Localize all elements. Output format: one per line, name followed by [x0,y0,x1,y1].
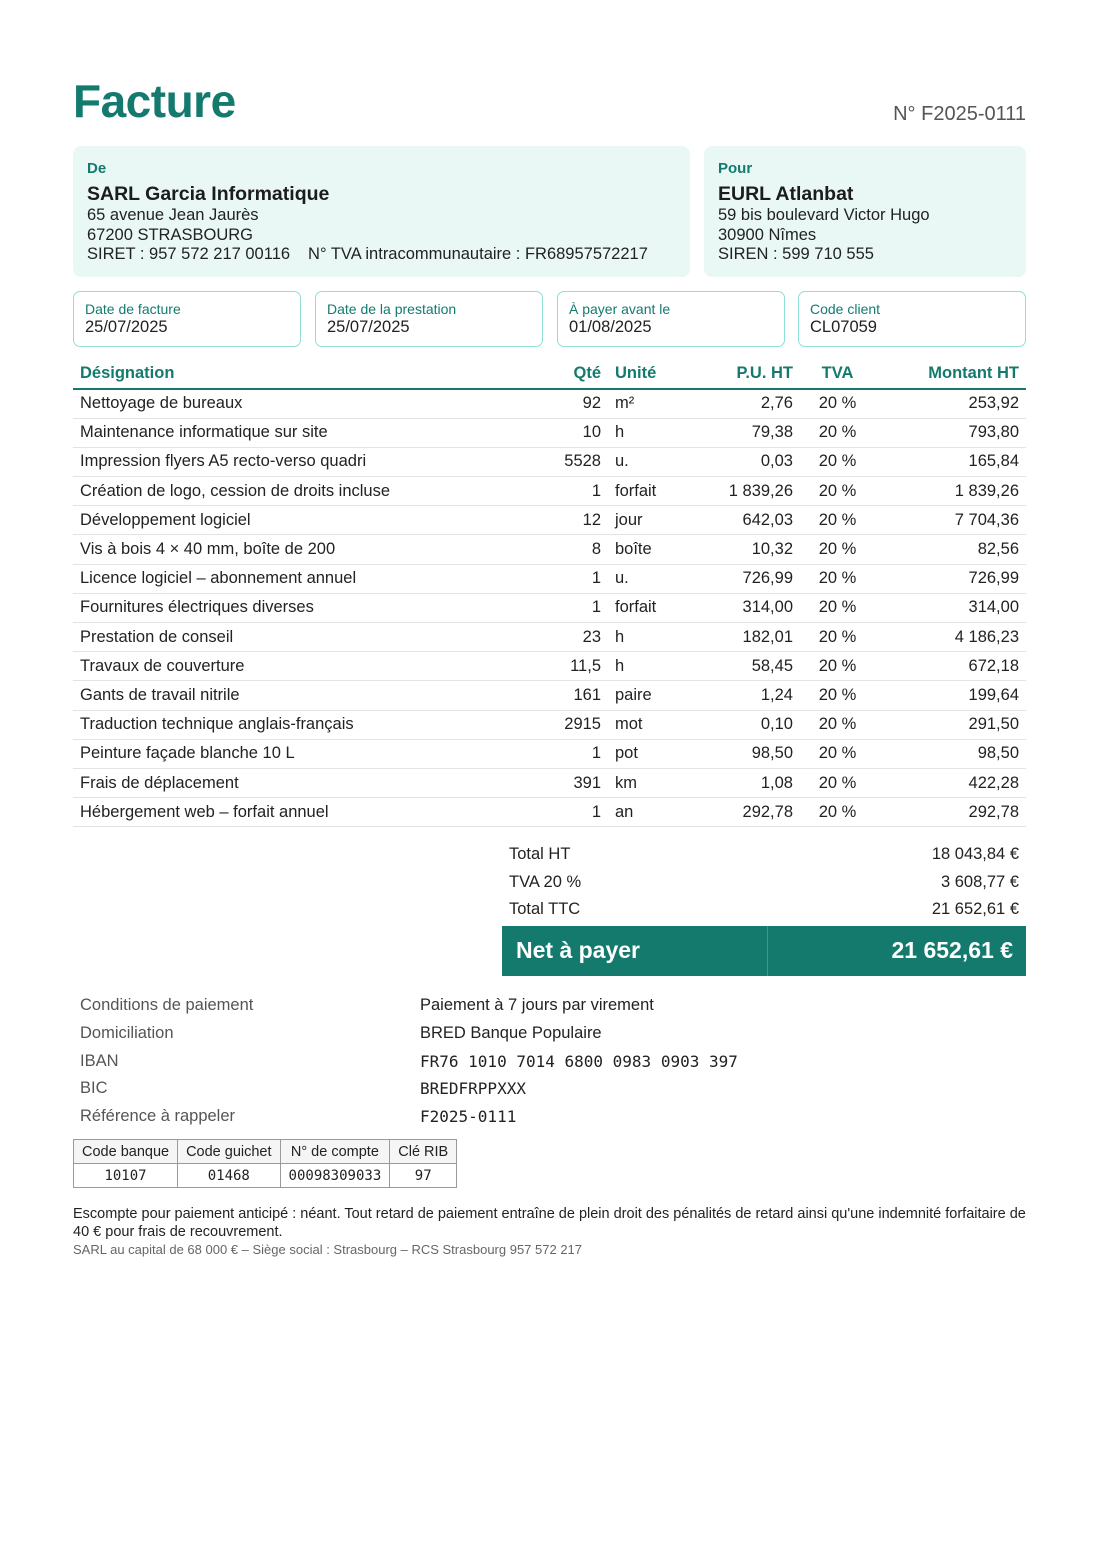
bic-value: BREDFRPPXXX [420,1079,526,1099]
cell-designation: Peinture façade blanche 10 L [73,739,549,768]
net-payable-value: 21 652,61 € [891,937,1013,963]
cell-designation: Maintenance informatique sur site [73,418,549,447]
cell-qty: 92 [549,389,608,418]
col-vat: TVA [800,359,875,389]
cell-unit: km [608,768,690,797]
cell-unit-price: 726,99 [690,564,800,593]
cell-unit-price: 1 839,26 [690,477,800,506]
buyer-address-line2: 30900 Nîmes [718,225,817,244]
rib-value-row [74,1164,457,1188]
payment-label: Domiciliation [80,1024,174,1043]
cell-qty: 1 [549,564,608,593]
cell-unit-price: 79,38 [690,418,800,447]
cell-unit: h [608,652,690,681]
cell-amount: 82,56 [875,535,1026,564]
meta-label: Code client [810,301,881,317]
payment-label: Référence à rappeler [80,1107,236,1126]
col-amount: Montant HT [875,359,1026,389]
seller-card [73,146,690,277]
cell-unit-price: 642,03 [690,506,800,535]
cell-vat: 20 % [800,798,875,827]
cell-qty: 10 [549,418,608,447]
meta-label: Date de la prestation [327,301,457,317]
cell-designation: Impression flyers A5 recto-verso quadri [73,447,549,476]
cell-unit-price: 314,00 [690,593,800,622]
invoice-number: N° F2025-0111 [893,103,1026,125]
total-vat-row [502,869,1026,897]
cell-amount: 7 704,36 [875,506,1026,535]
cell-qty: 1 [549,798,608,827]
cell-designation: Fournitures électriques diverses [73,593,549,622]
cell-designation: Nettoyage de bureaux [73,389,549,418]
total-ttc-label: Total TTC [509,900,581,919]
meta-label: Date de facture [85,301,181,317]
cell-amount: 672,18 [875,652,1026,681]
total-ttc-row [502,896,1026,924]
cell-unit-price: 182,01 [690,623,800,652]
buyer-siren: SIREN : 599 710 555 [718,245,874,263]
cell-vat: 20 % [800,389,875,418]
cell-designation: Licence logiciel – abonnement annuel [73,564,549,593]
table-body [73,389,1026,827]
table-row [73,739,1026,768]
cell-unit-price: 2,76 [690,389,800,418]
cell-amount: 165,84 [875,447,1026,476]
cell-designation: Développement logiciel [73,506,549,535]
meta-value: 25/07/2025 [85,318,168,336]
cell-unit: h [608,418,690,447]
cell-qty: 5528 [549,447,608,476]
cell-unit-price: 98,50 [690,739,800,768]
table-row [73,506,1026,535]
table-row [73,447,1026,476]
cell-vat: 20 % [800,623,875,652]
invoice-page [73,0,1026,1257]
reference-value: F2025-0111 [420,1107,517,1127]
cell-designation: Frais de déplacement [73,768,549,797]
cell-unit: forfait [608,477,690,506]
meta-label: À payer avant le [569,301,671,317]
total-ht-label: Total HT [509,845,571,864]
cell-vat: 20 % [800,564,875,593]
net-payable-label: Net à payer [502,926,768,976]
cell-unit: u. [608,564,690,593]
cell-qty: 23 [549,623,608,652]
cell-unit-price: 10,32 [690,535,800,564]
cell-vat: 20 % [800,739,875,768]
rib-bank-code: 10107 [74,1164,178,1188]
seller-vat-number: N° TVA intracommunautaire : FR68957572217 [308,245,648,263]
total-ht-value: 18 043,84 € [931,845,1019,864]
cell-designation: Gants de travail nitrile [73,681,549,710]
payment-row-bank [80,1020,980,1048]
table-row [73,535,1026,564]
total-vat-value: 3 608,77 € [941,872,1019,891]
cell-vat: 20 % [800,593,875,622]
payment-label: BIC [80,1079,108,1098]
cell-amount: 4 186,23 [875,623,1026,652]
cell-vat: 20 % [800,535,875,564]
col-unit: Unité [608,359,690,389]
table-row [73,418,1026,447]
cell-designation: Prestation de conseil [73,623,549,652]
cell-unit-price: 1,24 [690,681,800,710]
page-title: Facture [73,75,236,127]
cell-qty: 8 [549,535,608,564]
invoice-header [73,0,1026,140]
cell-unit-price: 0,10 [690,710,800,739]
cell-amount: 199,64 [875,681,1026,710]
buyer-label: Pour [718,160,753,177]
table-row [73,623,1026,652]
cell-designation: Vis à bois 4 × 40 mm, boîte de 200 [73,535,549,564]
cell-unit-price: 1,08 [690,768,800,797]
meta-client-code [798,291,1026,347]
cell-designation: Travaux de couverture [73,652,549,681]
col-qty: Qté [549,359,608,389]
seller-ids [87,245,676,265]
table-row [73,710,1026,739]
table-row [73,768,1026,797]
cell-amount: 314,00 [875,593,1026,622]
rib-key: 97 [390,1164,457,1188]
buyer-address-line1: 59 bis boulevard Victor Hugo [718,206,930,224]
cell-qty: 1 [549,477,608,506]
payment-row-bic [80,1075,980,1103]
seller-label: De [87,160,107,177]
total-ht-row [502,841,1026,869]
cell-unit-price: 58,45 [690,652,800,681]
meta-invoice-date [73,291,301,347]
rib-header: Code guichet [178,1140,280,1164]
cell-unit: m² [608,389,690,418]
col-unit-price: P.U. HT [690,359,800,389]
cell-vat: 20 % [800,652,875,681]
cell-amount: 726,99 [875,564,1026,593]
cell-vat: 20 % [800,768,875,797]
totals-block [502,841,1026,976]
cell-vat: 20 % [800,447,875,476]
cell-amount: 291,50 [875,710,1026,739]
cell-amount: 98,50 [875,739,1026,768]
rib-header: Clé RIB [390,1140,457,1164]
net-payable-bar [502,926,1026,976]
seller-siret: SIRET : 957 572 217 00116 [87,245,291,263]
seller-address-line2: 67200 STRASBOURG [87,225,253,244]
cell-vat: 20 % [800,710,875,739]
rib-header-row [74,1140,457,1164]
rib-account-number: 00098309033 [280,1164,390,1188]
cell-unit: h [608,623,690,652]
table-row [73,389,1026,418]
cell-qty: 1 [549,739,608,768]
meta-value: 01/08/2025 [569,318,652,336]
cell-designation: Traduction technique anglais-français [73,710,549,739]
cell-qty: 391 [549,768,608,797]
cell-qty: 12 [549,506,608,535]
cell-unit-price: 0,03 [690,447,800,476]
cell-designation: Création de logo, cession de droits incluse [73,477,549,506]
cell-vat: 20 % [800,477,875,506]
payment-value: BRED Banque Populaire [420,1024,602,1043]
table-row [73,681,1026,710]
cell-unit: boîte [608,535,690,564]
table-row [73,564,1026,593]
cell-unit: jour [608,506,690,535]
cell-qty: 11,5 [549,652,608,681]
payment-label: Conditions de paiement [80,996,254,1015]
cell-designation: Hébergement web – forfait annuel [73,798,549,827]
cell-vat: 20 % [800,506,875,535]
total-vat-label: TVA 20 % [509,872,582,891]
rib-branch-code: 01468 [178,1164,280,1188]
cell-unit: paire [608,681,690,710]
payment-row-reference [80,1103,980,1131]
cell-amount: 793,80 [875,418,1026,447]
cell-amount: 292,78 [875,798,1026,827]
seller-name: SARL Garcia Informatique [87,183,330,205]
cell-amount: 1 839,26 [875,477,1026,506]
meta-due-date [557,291,785,347]
meta-service-date [315,291,543,347]
rib-header: N° de compte [280,1140,390,1164]
company-footer: SARL au capital de 68 000 € – Siège social : Strasbourg – RCS Strasbourg 957 572 217 [73,1242,583,1257]
table-row [73,593,1026,622]
cell-unit: mot [608,710,690,739]
table-header-row [73,359,1026,389]
cell-vat: 20 % [800,681,875,710]
invoice-meta [73,291,1026,347]
total-ttc-value: 21 652,61 € [931,900,1019,919]
cell-vat: 20 % [800,418,875,447]
cell-unit: forfait [608,593,690,622]
cell-amount: 253,92 [875,389,1026,418]
iban-value: FR76 1010 7014 6800 0983 0903 397 [420,1051,738,1071]
line-items-table [73,359,1026,827]
rib-header: Code banque [74,1140,178,1164]
rib-table [73,1139,457,1188]
legal-notice: Escompte pour paiement anticipé : néant. Tout retard de paiement entraîne de plein droit des pénalités de retard ainsi qu'une indemnité forfaitaire de 40 € pour frais de recouvrement. [73,1206,1026,1240]
cell-unit: pot [608,739,690,768]
cell-unit-price: 292,78 [690,798,800,827]
meta-value: CL07059 [810,318,877,336]
payment-row-terms [80,992,980,1020]
payment-value: Paiement à 7 jours par virement [420,996,654,1015]
payment-row-iban [80,1047,980,1075]
cell-unit: an [608,798,690,827]
col-designation: Désignation [73,359,549,389]
cell-qty: 2915 [549,710,608,739]
parties-section [73,146,1026,277]
buyer-name: EURL Atlanbat [718,183,854,205]
payment-label: IBAN [80,1051,119,1070]
cell-amount: 422,28 [875,768,1026,797]
cell-qty: 1 [549,593,608,622]
meta-value: 25/07/2025 [327,318,410,336]
seller-address-line1: 65 avenue Jean Jaurès [87,206,259,224]
buyer-card [704,146,1026,277]
cell-qty: 161 [549,681,608,710]
table-row [73,652,1026,681]
cell-unit: u. [608,447,690,476]
table-row [73,477,1026,506]
table-row [73,798,1026,827]
payment-details [80,992,980,1130]
